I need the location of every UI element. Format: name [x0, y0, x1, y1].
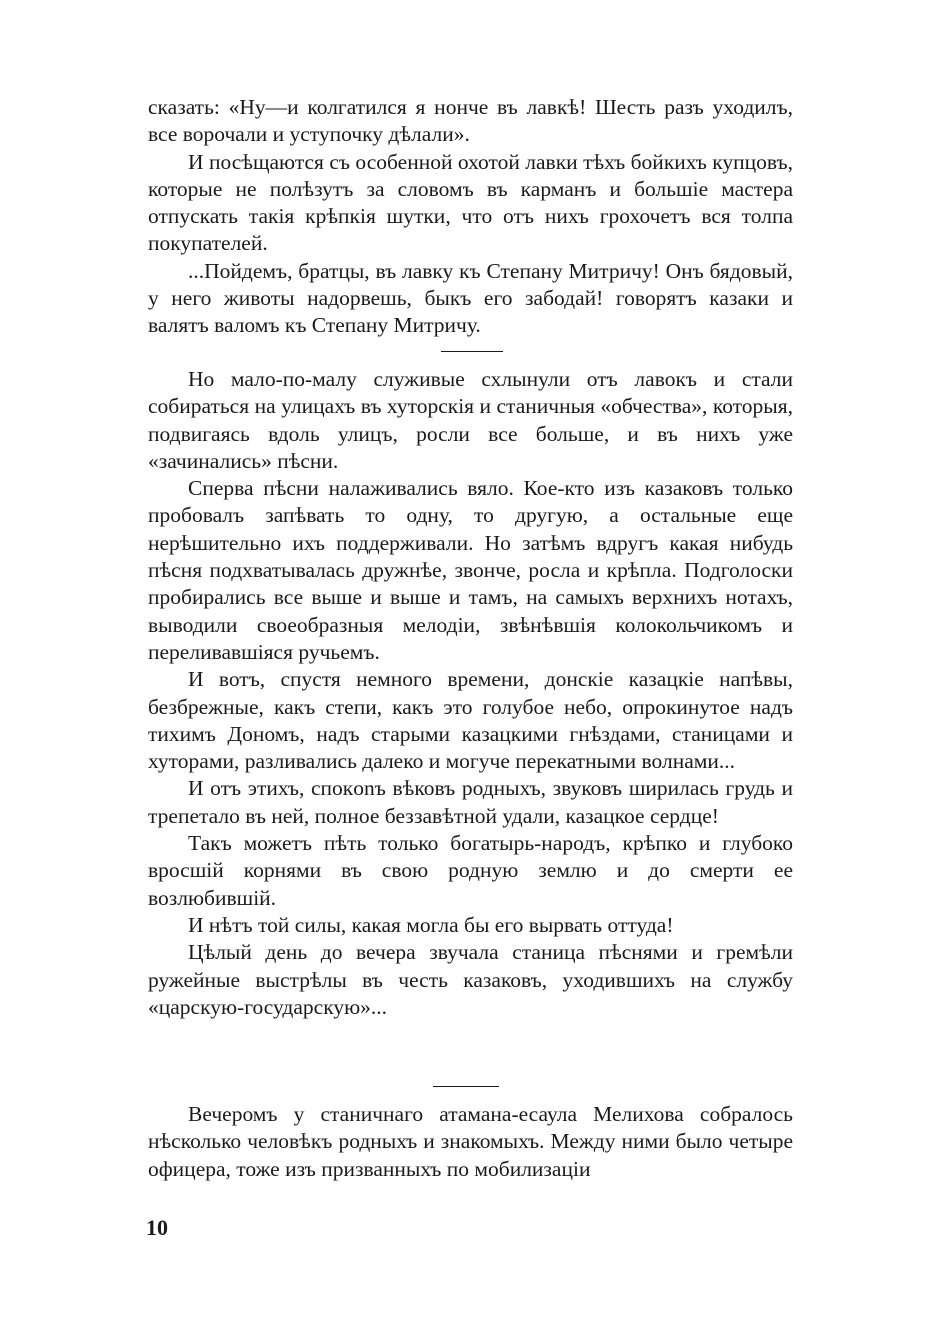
paragraph: Вечеромъ у станичнаго атамана-есаула Мелихова собралось нѣсколько человѣкъ родныхъ и знакомыхъ. Между ними было четыре офицера, тоже изъ призванныхъ по мобилизаціи: [148, 1102, 793, 1181]
text-section-1: [148, 94, 793, 340]
paragraph: Но мало-по-малу служивые схлынули отъ лавокъ и стали собираться на улицахъ въ хуторскія и станичныя «обчества», которыя, подвигаясь вдоль улицъ, росли все больше, и въ нихъ уже «зачинались» пѣсни.: [148, 367, 793, 473]
paragraph: И посѣщаются съ особенной охотой лавки тѣхъ бойкихъ купцовъ, которые не полѣзутъ за словомъ въ карманъ и большіе мастера отпускать такія крѣпкія шутки, что отъ нихъ грохочетъ вся толпа покупателей.: [148, 149, 793, 256]
paragraph: сказать: «Ну—и колгатился я нонче въ лавкѣ! Шесть разъ уходилъ, все ворочали и уступочку дѣлали».: [148, 95, 793, 147]
text-section-2: [148, 366, 793, 1021]
paragraph: ...Пойдемъ, братцы, въ лавку къ Степану Митричу! Онъ бядовый, у него животы надорвешь, быкъ его забодай! говорятъ казаки и валятъ валомъ къ Степану Митричу.: [148, 258, 793, 338]
paragraph: И вотъ, спустя немного времени, донскіе казацкіе напѣвы, безбрежные, какъ степи, какъ это голубое небо, опрокинутое надъ тихимъ Дономъ, надъ старыми казацкими гнѣздами, станицами и хуторами, разливались далеко и могуче перекатными волнами...: [148, 667, 793, 774]
section-divider-2: [433, 1086, 499, 1087]
section-divider-1: [441, 351, 503, 352]
page-number: 10: [146, 1215, 168, 1240]
text-section-3: [148, 1101, 793, 1183]
paragraph: И нѣтъ той силы, какая могла бы его вырвать оттуда!: [188, 912, 674, 937]
paragraph: Такъ можетъ пѣть только богатырь-народъ, крѣпко и глубоко вросшій корнями въ свою родную землю и до смерти ее возлюбившій.: [148, 831, 793, 910]
paragraph: Сперва пѣсни налаживались вяло. Кое-кто изъ казаковъ только пробовалъ запѣвать то одну, то другую, а остальные еще нерѣшительно ихъ поддерживали. Но затѣмъ вдругъ какая нибудь пѣсня подхватывалась дружнѣе, звонче, росла и крѣпла. Подголоски пробирались все выше и выше и тамъ, на самыхъ верхнихъ нотахъ, выводили своеобразныя мелодіи, звѣнѣвшія колокольчикомъ и переливавшіяся ручьемъ.: [148, 476, 793, 664]
paragraph: И отъ этихъ, спокonъ вѣковъ родныхъ, звуковъ ширилась грудь и трепетало въ ней, полное беззавѣтной удали, казацкое сердце!: [148, 776, 793, 828]
paragraph: Цѣлый день до вечера звучала станица пѣснями и гремѣли ружейные выстрѣлы въ честь казаковъ, уходившихъ на службу «царскую-государскую»...: [148, 940, 793, 1019]
